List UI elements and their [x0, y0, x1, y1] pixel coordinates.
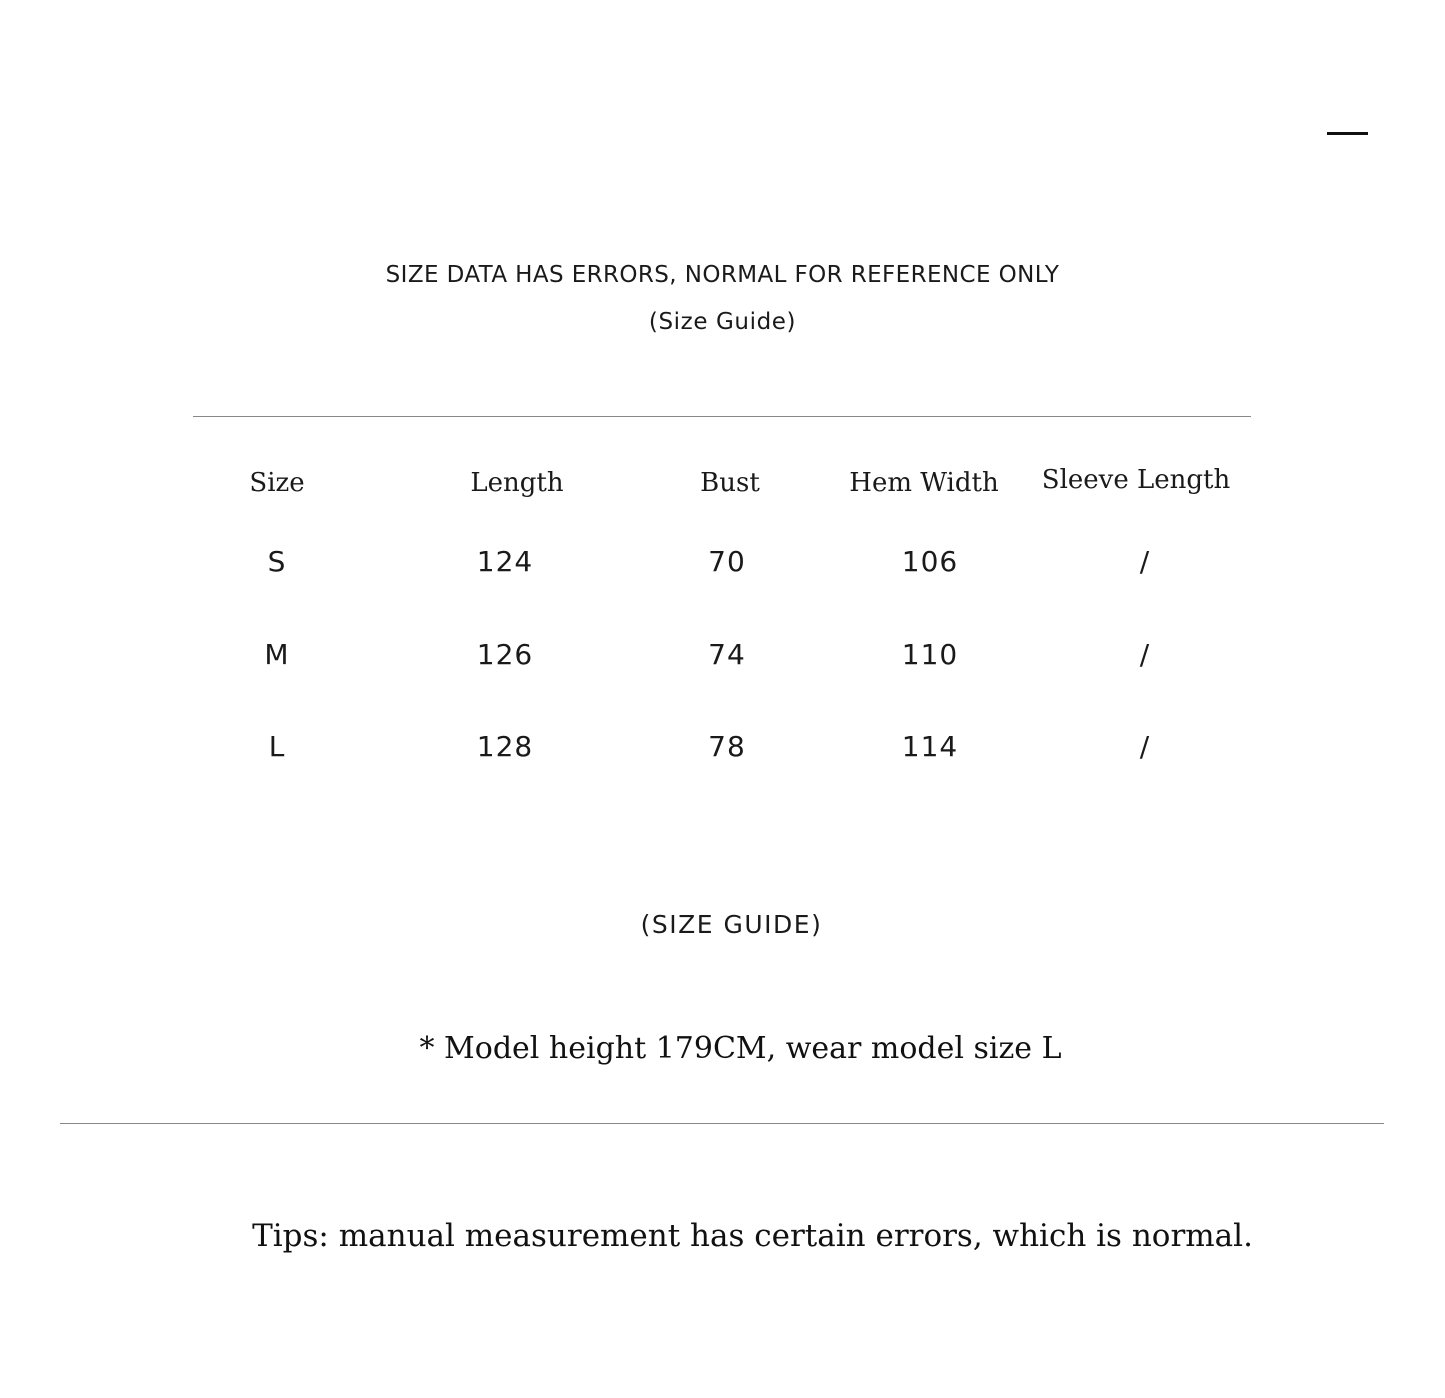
- cell-size: L: [268, 730, 286, 763]
- top-divider: [193, 416, 1251, 417]
- cell-hem-width: 114: [901, 730, 959, 763]
- bottom-divider: [60, 1123, 1384, 1124]
- cell-length: 128: [476, 730, 534, 763]
- cell-sleeve-length: /: [1139, 545, 1151, 578]
- model-note: * Model height 179CM, wear model size L: [419, 1031, 1062, 1066]
- header-hem-width: Hem Width: [849, 468, 999, 498]
- cell-length: 126: [476, 638, 534, 671]
- cell-bust: 74: [708, 638, 746, 671]
- header-sleeve-length: Sleeve Length: [1041, 465, 1231, 495]
- notice-subtitle: (Size Guide): [648, 309, 797, 335]
- cell-bust: 70: [708, 545, 746, 578]
- size-guide-label: (SIZE GUIDE): [640, 910, 823, 939]
- minimize-dash-icon: [1327, 132, 1368, 135]
- cell-sleeve-length: /: [1139, 638, 1151, 671]
- cell-hem-width: 106: [901, 545, 959, 578]
- header-bust: Bust: [700, 468, 760, 498]
- tips-text: Tips: manual measurement has certain errors, which is normal.: [252, 1218, 1253, 1254]
- cell-hem-width: 110: [901, 638, 959, 671]
- cell-size: M: [264, 638, 290, 671]
- notice-title: SIZE DATA HAS ERRORS, NORMAL FOR REFERENCE ONLY: [385, 262, 1060, 288]
- cell-sleeve-length: /: [1139, 730, 1151, 763]
- cell-length: 124: [476, 545, 534, 578]
- header-length: Length: [470, 468, 564, 498]
- cell-bust: 78: [708, 730, 746, 763]
- header-size: Size: [249, 468, 305, 498]
- cell-size: S: [267, 545, 287, 578]
